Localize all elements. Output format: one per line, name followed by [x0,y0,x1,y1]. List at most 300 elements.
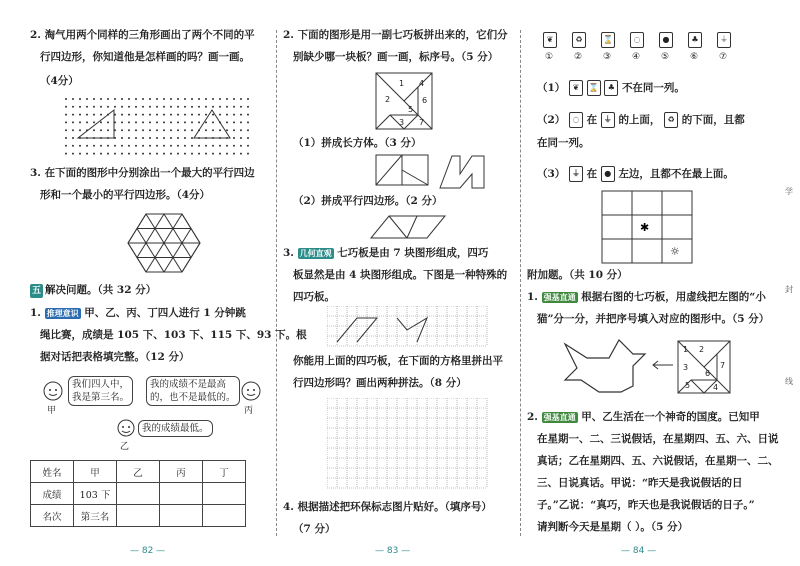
bubble-jia-line2: 我是第三名。 [72,392,130,403]
p1-line3: 据对话把表格填完整。（12 分） [40,351,190,363]
clue-3-word: 在 [586,168,598,180]
section-5-title [30,283,156,298]
grid-dot [149,98,151,100]
grid-dot [177,114,179,116]
grid-dot [93,129,95,131]
q2-line1: 2. 淘气用两个同样的三角形画出了两个不同的平 [30,29,255,41]
grid-dot [240,114,242,116]
grid-dot [240,98,242,100]
grid-dot [142,137,144,139]
hourglass-icon: ⌛ [601,32,615,48]
grid-dot [121,98,123,100]
grid-dot [100,121,102,123]
apple-icon: ● [601,166,615,182]
grid-dot [72,153,74,155]
grid-dot [93,114,95,116]
icon-number: ② [574,52,583,62]
grid-dot [170,145,172,147]
table-cell: 103 下 [74,483,117,505]
bubble-bing-line2: 的，也不是最低的。 [150,392,236,403]
grid-dot [177,129,179,131]
grid-dot [233,114,235,116]
grid-dot [65,98,67,100]
grid-dot [121,121,123,123]
grid-dot [121,145,123,147]
grid-dot [247,114,249,116]
tangram-label: 4 [713,383,719,392]
grid-dot [205,145,207,147]
grid-dot [226,129,228,131]
tangram-label: 4 [419,79,425,88]
e2-line6: 请判断今天是星期（ ）。（5 分） [537,521,689,533]
clue-1-text: 不在同一列。 [621,82,685,94]
grid-dot [149,145,151,147]
grid-dot [240,145,242,147]
page-84 [527,0,779,566]
hourglass-icon: ⌛ [587,80,601,96]
speech-bubble-bing [146,376,240,406]
grid-dot [163,145,165,147]
p1-tag: 推理意识 [46,308,79,318]
grid-dot [93,121,95,123]
e2-line4: 三、日说真话。甲说：“昨天是我说假话的日 [537,477,743,489]
tangram-label: 6 [705,369,711,378]
grid-dot [156,114,158,116]
grid-dot [86,106,88,108]
tangram-label: 5 [685,381,691,390]
grid-dot [128,114,130,116]
grid-dot [205,153,207,155]
q3-tag: 几何直观 [299,248,332,258]
grid-dot [240,106,242,108]
tangram-square [677,340,733,396]
column-divider [520,30,521,536]
icon-number: ① [545,52,554,62]
clue-2 [537,112,745,128]
grid-dot [247,153,249,155]
grid-dot [226,114,228,116]
table-cell: 成绩 [31,483,74,505]
icon-number: ④ [632,52,641,62]
q3-line1: 3. 在下面的图形中分别涂出一个最大的平行四边 [30,167,255,179]
grid-dot [219,129,221,131]
cat-figure [563,336,647,394]
grid-dot [205,129,207,131]
grid-dot [107,98,109,100]
grid-dot [233,121,235,123]
grid-dot [198,106,200,108]
grid-dot [107,121,109,123]
grid-dot [163,106,165,108]
grid-dot [107,106,109,108]
grid-dot [219,145,221,147]
margin-label: 学 [785,187,793,196]
triangle-1 [78,110,114,138]
grid-dot [170,153,172,155]
grid-dot [198,121,200,123]
page-number: — 82 — [130,546,166,556]
leaf-icon: ❦ [569,80,583,96]
grid-dot [184,106,186,108]
grid-dot [184,129,186,131]
q3-number: 3. [283,247,294,259]
grid-dot [247,106,249,108]
grid-dot [107,153,109,155]
grid-dot [128,129,130,131]
grid-dot [142,98,144,100]
grid-dot [100,145,102,147]
grid-dot [156,153,158,155]
grid-dot [219,114,221,116]
table-cell: 名次 [31,505,74,527]
grid-dot [72,129,74,131]
grid-dot [79,129,81,131]
grid-dot [149,153,151,155]
tangram-label: 7 [720,361,726,370]
table-cell: 丙 [160,461,203,483]
grid-dot [149,129,151,131]
grid-dot [86,145,88,147]
grid-dot [240,153,242,155]
rectangle-figure [375,154,431,188]
grid-dot [212,145,214,147]
grid-dot [212,153,214,155]
plug-icon: ⏚ [717,32,731,48]
page-number: — 83 — [375,546,411,556]
grid-dot [247,145,249,147]
grid-dot [79,106,81,108]
tangram-label: 3 [683,363,689,372]
grid-dot [128,153,130,155]
grid-dot [212,129,214,131]
clue-1 [537,80,685,96]
page-number: — 84 — [621,546,657,556]
grid-dot [72,114,74,116]
grid-dot [177,106,179,108]
grid-dot [163,153,165,155]
grid-dot [79,98,81,100]
grid-dot [240,137,242,139]
label-jia: 甲 [47,406,57,416]
grid-dot [191,98,193,100]
grid-dot [156,121,158,123]
grid-dot [212,121,214,123]
grid-dot [219,106,221,108]
icon-number: ⑥ [690,52,699,62]
grid-dot [72,98,74,100]
grid-dot [247,129,249,131]
grid-dot [114,106,116,108]
table-cell [117,505,160,527]
child-yi-icon [114,418,138,442]
grid-dot [149,114,151,116]
tangram-label: 2 [699,345,705,354]
p1-number: 1. [30,307,41,319]
child-jia-icon [40,380,66,406]
grid-dot [163,137,165,139]
table-cell: 第三名 [74,505,117,527]
p1-line1 [30,306,246,320]
grid-dot [135,129,137,131]
grid-dot [86,153,88,155]
e1-line2: 猫”分一分，并把序号填入对应的图形中。（5 分） [537,313,770,325]
grid-dot [135,137,137,139]
grid-dot [191,106,193,108]
apple-icon: ● [659,32,673,48]
q3-line1 [283,246,488,260]
q4-line2: （7 分） [293,523,336,535]
grid-dot [170,98,172,100]
speech-bubble-yi: 我的成绩最低。 [138,420,213,437]
clue-3-text: 左边，且都不在最上面。 [618,168,734,180]
grid-dot [114,145,116,147]
clue-1-number: （1） [537,82,566,94]
grid-dot [170,137,172,139]
clue-2-cont: 在同一列。 [537,137,590,149]
grid-dot [198,153,200,155]
icon-number: ⑦ [719,52,728,62]
shape-outline [438,154,488,190]
grid-dot [184,121,186,123]
grid-dot [135,114,137,116]
grid-dot [198,98,200,100]
grid-dot [177,153,179,155]
margin-label: 线 [785,377,793,386]
grid-dot [100,153,102,155]
grid-dot [86,114,88,116]
parallelogram-figure [369,214,449,240]
clue-2-text: 的上面， [618,114,661,126]
grid-dot [114,98,116,100]
grid-dot [135,145,137,147]
grid-dot [233,145,235,147]
grid-dot [184,137,186,139]
q3-line2: 板显然是由 4 块图形组成。下图是一种特殊的 [293,269,508,281]
table-cell: 乙 [117,461,160,483]
dot-grid [62,96,252,158]
grid-dot [156,145,158,147]
grid-dot [163,121,165,123]
q3-line5: 行四边形吗？画出两种拼法。（8 分） [293,377,467,389]
grid-dot [121,137,123,139]
bulb-icon: ✱ [640,221,650,234]
grid-dot [100,98,102,100]
label-yi: 乙 [120,442,130,452]
grid-dot [72,121,74,123]
grid-dot [233,153,235,155]
table-row [31,505,246,527]
e2-text: 甲、乙生活在一个神奇的国度。已知甲 [581,411,760,423]
q4-line1: 4. 根据描述把环保标志图片贴好。（填序号） [283,501,492,513]
grid-dot [226,106,228,108]
grid-dot [226,145,228,147]
placement-grid [601,190,693,264]
q2-line2: 行四边形，你知道他是怎样画的吗？画一画。 [40,51,250,63]
score-table [30,460,246,527]
grid-dot [114,153,116,155]
grid-dot [79,153,81,155]
grid-dot [212,106,214,108]
grid-dot [142,145,144,147]
grid-dot [198,114,200,116]
label-bing: 丙 [244,406,254,416]
grid-dot [79,121,81,123]
grid-dot [65,121,67,123]
grid-dot [128,106,130,108]
grid-dot [219,153,221,155]
grid-dot [191,137,193,139]
grid-dot [79,145,81,147]
clue-3-number: （3） [537,168,566,180]
grid-dot [149,121,151,123]
answer-grid [327,398,489,490]
grid-dot [212,114,214,116]
bubble-bing-line1: 我的成绩不是最高 [150,379,227,390]
arrow-left-icon [651,360,675,370]
clue-3 [537,166,734,182]
table-cell: 姓名 [31,461,74,483]
q3-text: 七巧板是由 7 块图形组成，四巧 [337,247,489,259]
grid-dot [184,98,186,100]
grid-dot [191,145,193,147]
table-cell [203,483,246,505]
clue-2-text2: 的下面，且都 [681,114,745,126]
clue-2-word: 在 [586,114,598,126]
icon-number: ⑤ [661,52,670,62]
grid-dot [240,121,242,123]
q2-line2: 别缺少哪一块板？画一画，标序号。（5 分） [293,51,499,63]
grid-dot [128,121,130,123]
sun-icon: ☼ [670,245,680,258]
plug-icon: ⏚ [601,112,615,128]
grid-dot [135,106,137,108]
leaf-icon: ❦ [543,32,557,48]
grid-dot [191,121,193,123]
extra-title: 附加题。（共 10 分） [527,269,628,281]
grid-dot [65,145,67,147]
grid-dot [72,145,74,147]
grid-dot [233,129,235,131]
grid-dot [170,129,172,131]
tangram-label: 2 [385,95,391,104]
e1-text: 根据右图的七巧板，用虚线把左图的“小 [581,291,766,303]
grid-dot [177,137,179,139]
grid-dot [233,106,235,108]
tree-icon: ♣ [604,80,618,96]
grid-dot [191,114,193,116]
grid-dot [121,129,123,131]
grid-dot [128,145,130,147]
grid-dot [212,98,214,100]
grid-dot [247,137,249,139]
grid-dot [121,153,123,155]
grid-dot [149,106,151,108]
grid-dot [121,106,123,108]
grid-dot [65,129,67,131]
p1-text: 甲、乙、丙、丁四人进行 1 分钟跳 [84,307,246,319]
grid-dot [128,137,130,139]
speech-bubble-jia [68,376,133,406]
grid-dot [121,114,123,116]
page-83 [283,0,513,566]
water-drop-icon: ◌ [630,32,644,48]
grid-dot [226,153,228,155]
grid-dot [177,121,179,123]
q3-line4: 你能用上面的四巧板，在下面的方格里拼出平 [293,355,503,367]
e1-number: 1. [527,291,538,303]
q3-line2: 形和一个最小的平行四边形。（4分） [40,189,211,201]
grid-dot [128,98,130,100]
table-cell [160,483,203,505]
grid-dot [79,114,81,116]
grid-dot [142,129,144,131]
grid-dot [170,121,172,123]
e1-tag: 强基直通 [543,292,576,302]
tangram-label: 6 [422,96,428,105]
grid-dot [86,121,88,123]
e2-line5: 子。”乙说：“真巧，昨天也是我说假话的日子。” [537,499,755,511]
grid-dot [163,114,165,116]
grid-dot [107,145,109,147]
grid-dot [191,153,193,155]
grid-dot [219,98,221,100]
tangram-label: 5 [408,105,414,114]
q2-sub1: （1）拼成长方体。（3 分） [293,137,422,149]
grid-dot [226,121,228,123]
e2-line1 [527,410,760,424]
grid-dot [205,114,207,116]
grid-dot [93,153,95,155]
tangram-label: 1 [399,79,405,88]
section-number: 五 [32,286,42,296]
column-divider [276,30,277,536]
q2-line1: 2. 下面的图形是用一副七巧板拼出来的，它们分 [283,29,508,41]
grid-dot [240,129,242,131]
grid-dot [191,129,193,131]
grid-dot [156,129,158,131]
grid-dot [65,137,67,139]
grid-dot [156,98,158,100]
plug-icon: ⏚ [569,166,583,182]
grid-dot [135,153,137,155]
recycle-icon: ♻ [572,32,586,48]
e1-line1 [527,290,766,304]
icon-number: ③ [603,52,612,62]
water-drop-icon: ◌ [569,112,583,128]
table-cell: 丁 [203,461,246,483]
grid-dot [247,121,249,123]
grid-dot [177,98,179,100]
grid-dot [86,98,88,100]
q2-sub2: （2）拼成平行四边形。（2 分） [293,195,443,207]
grid-dot [205,106,207,108]
grid-dot [247,98,249,100]
page-82 [30,0,307,566]
q2-points: （4分） [40,75,79,87]
grid-dot [156,106,158,108]
grid-dot [135,98,137,100]
tangram-square [375,72,435,132]
grid-dot [149,137,151,139]
grid-dot [156,137,158,139]
grid-dot [65,106,67,108]
e2-tag: 强基直通 [543,412,576,422]
grid-dot [142,121,144,123]
grid-dot [184,153,186,155]
grid-dot [65,114,67,116]
grid-dot [163,98,165,100]
table-row [31,483,246,505]
